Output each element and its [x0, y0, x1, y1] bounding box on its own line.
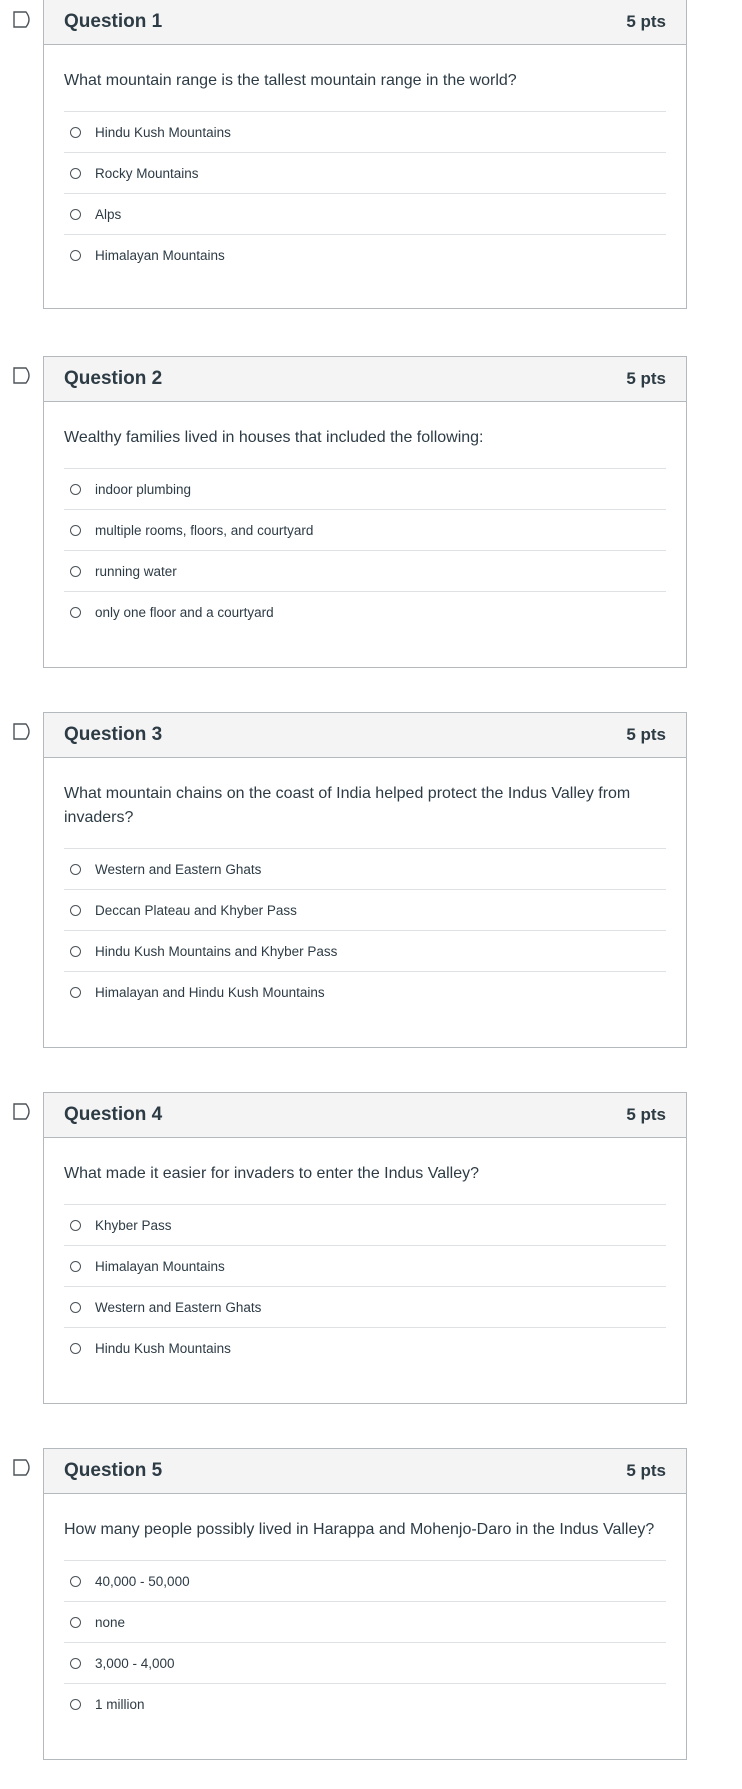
- question-text: What mountain range is the tallest mountain range in the world?: [64, 72, 517, 89]
- question-text: Wealthy families lived in houses that included the following:: [64, 429, 484, 446]
- flag-question-icon[interactable]: [13, 723, 33, 740]
- question-card: [43, 1448, 687, 1760]
- answer-label: multiple rooms, floors, and courtyard: [95, 522, 314, 538]
- radio-button-icon[interactable]: [70, 1261, 81, 1272]
- radio-button-icon[interactable]: [70, 1220, 81, 1231]
- question-body: [44, 758, 686, 1034]
- answer-option[interactable]: [64, 1328, 666, 1369]
- question-points: 5 pts: [626, 1461, 666, 1480]
- answer-label: 1 million: [95, 1697, 145, 1712]
- radio-button-icon[interactable]: [70, 1699, 81, 1710]
- flag-question-icon[interactable]: [13, 1459, 33, 1476]
- answer-list: [64, 111, 666, 276]
- answer-label: Himalayan and Hindu Kush Mountains: [95, 985, 325, 1000]
- answer-option[interactable]: [64, 849, 666, 890]
- radio-button-icon[interactable]: [70, 127, 81, 138]
- question-body: [44, 45, 686, 297]
- answer-option[interactable]: [64, 551, 666, 592]
- answer-label: Himalayan Mountains: [95, 1258, 225, 1274]
- answer-option[interactable]: [64, 1643, 666, 1684]
- answer-label: indoor plumbing: [95, 481, 192, 497]
- question-body: [44, 1138, 686, 1390]
- answer-label: none: [95, 1614, 126, 1630]
- answer-label: Khyber Pass: [95, 1217, 172, 1233]
- radio-button-icon[interactable]: [70, 1617, 81, 1628]
- answer-list: [64, 468, 666, 633]
- answer-option[interactable]: [64, 1287, 666, 1328]
- answer-list: [64, 1204, 666, 1369]
- question-text: What made it easier for invaders to enter the Indus Valley?: [64, 1165, 480, 1182]
- answer-option[interactable]: [64, 1684, 666, 1725]
- answer-label: 40,000 - 50,000: [95, 1573, 190, 1589]
- radio-button-icon[interactable]: [70, 864, 81, 875]
- question-header: [44, 0, 686, 45]
- answer-list: [64, 1560, 666, 1725]
- answer-option[interactable]: [64, 931, 666, 972]
- question-title: Question 1: [64, 11, 163, 32]
- radio-button-icon[interactable]: [70, 525, 81, 536]
- question-card: [43, 0, 687, 309]
- answer-option[interactable]: [64, 235, 666, 276]
- question-title: Question 5: [64, 1460, 163, 1481]
- answer-option[interactable]: [64, 1561, 666, 1602]
- flag-question-icon[interactable]: [13, 1103, 33, 1120]
- question-title: Question 4: [64, 1104, 163, 1125]
- answer-label: Rocky Mountains: [95, 165, 199, 181]
- answer-label: Hindu Kush Mountains and Khyber Pass: [95, 943, 338, 959]
- question-header: [44, 713, 686, 758]
- answer-option[interactable]: [64, 112, 666, 153]
- question-body: [44, 1494, 686, 1746]
- answer-option[interactable]: [64, 592, 666, 633]
- flag-question-icon[interactable]: [13, 11, 33, 28]
- answer-label: Hindu Kush Mountains: [95, 1341, 231, 1356]
- answer-option[interactable]: [64, 1246, 666, 1287]
- question-title: Question 2: [64, 368, 163, 389]
- answer-label: Himalayan Mountains: [95, 248, 225, 263]
- radio-button-icon[interactable]: [70, 987, 81, 998]
- answer-option[interactable]: [64, 972, 666, 1013]
- radio-button-icon[interactable]: [70, 1343, 81, 1354]
- question-points: 5 pts: [626, 1105, 666, 1124]
- radio-button-icon[interactable]: [70, 250, 81, 261]
- question-card: [43, 356, 687, 668]
- answer-label: only one floor and a courtyard: [95, 605, 274, 620]
- question-body: [44, 402, 686, 654]
- question-header: [44, 1449, 686, 1494]
- radio-button-icon[interactable]: [70, 607, 81, 618]
- question-points: 5 pts: [626, 12, 666, 31]
- radio-button-icon[interactable]: [70, 905, 81, 916]
- question-text: What mountain chains on the coast of India helped protect the Indus Valley from invaders?: [64, 785, 631, 826]
- answer-list: [64, 848, 666, 1013]
- radio-button-icon[interactable]: [70, 484, 81, 495]
- answer-label: Western and Eastern Ghats: [95, 1299, 262, 1315]
- flag-question-icon[interactable]: [13, 367, 33, 384]
- question-card: [43, 712, 687, 1048]
- question-points: 5 pts: [626, 369, 666, 388]
- question-text: How many people possibly lived in Harappa and Mohenjo-Daro in the Indus Valley?: [64, 1521, 655, 1538]
- answer-option[interactable]: [64, 194, 666, 235]
- radio-button-icon[interactable]: [70, 209, 81, 220]
- answer-label: Deccan Plateau and Khyber Pass: [95, 902, 297, 918]
- radio-button-icon[interactable]: [70, 1658, 81, 1669]
- answer-option[interactable]: [64, 153, 666, 194]
- answer-label: Western and Eastern Ghats: [95, 861, 262, 877]
- radio-button-icon[interactable]: [70, 168, 81, 179]
- answer-option[interactable]: [64, 1602, 666, 1643]
- question-title: Question 3: [64, 724, 163, 745]
- question-card: [43, 1092, 687, 1404]
- question-points: 5 pts: [626, 725, 666, 744]
- question-header: [44, 1093, 686, 1138]
- answer-option[interactable]: [64, 1205, 666, 1246]
- radio-button-icon[interactable]: [70, 946, 81, 957]
- answer-label: 3,000 - 4,000: [95, 1655, 175, 1671]
- answer-option[interactable]: [64, 510, 666, 551]
- radio-button-icon[interactable]: [70, 1302, 81, 1313]
- answer-label: running water: [95, 563, 177, 579]
- answer-label: Hindu Kush Mountains: [95, 124, 231, 140]
- radio-button-icon[interactable]: [70, 1576, 81, 1587]
- radio-button-icon[interactable]: [70, 566, 81, 577]
- answer-option[interactable]: [64, 469, 666, 510]
- answer-label: Alps: [95, 206, 122, 222]
- question-header: [44, 357, 686, 402]
- answer-option[interactable]: [64, 890, 666, 931]
